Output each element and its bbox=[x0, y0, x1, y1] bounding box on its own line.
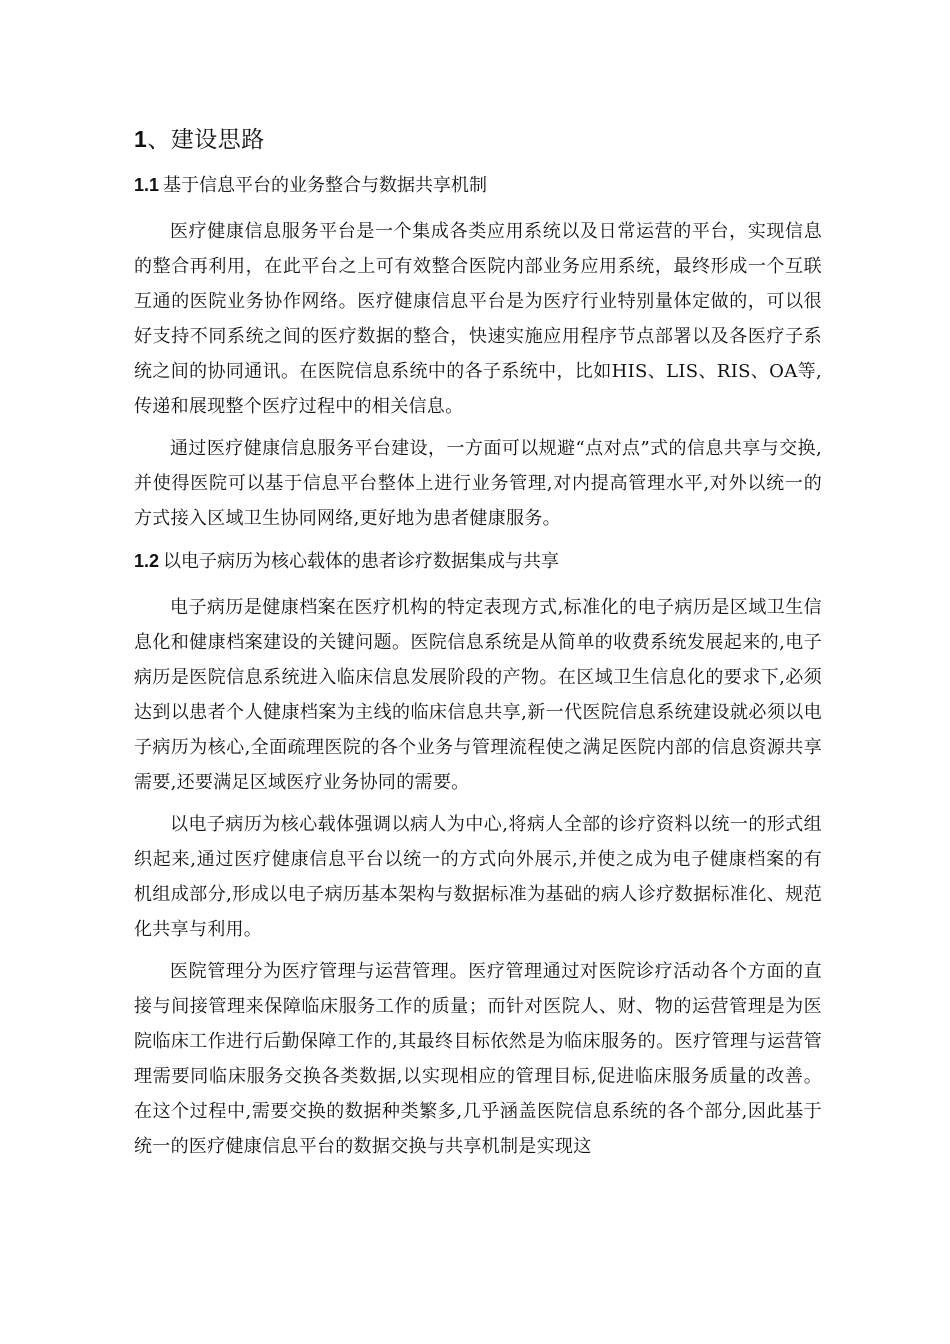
section-number: 1 bbox=[134, 126, 148, 152]
subsection-title: 以电子病历为核心载体的患者诊疗数据集成与共享 bbox=[163, 551, 560, 571]
paragraph: 以电子病历为核心载体强调以病人为中心,将病人全部的诊疗资料以统一的形式组织起来,通过医疗健康信息平台以统一的方式向外展示,并使之成为电子健康档案的有机组成部分,形成以电子病历基本架构与数据标准为基础的病人诊疗数据标准化、规范化共享与利用。 bbox=[134, 814, 822, 940]
subsection-title: 基于信息平台的业务整合与数据共享机制 bbox=[163, 175, 488, 195]
subsection-heading-1-1 bbox=[134, 170, 822, 200]
paragraph: 电子病历是健康档案在医疗机构的特定表现方式,标准化的电子病历是区域卫生信息化和健康档案建设的关键问题。医院信息系统是从简单的收费系统发展起来的,电子病历是医院信息系统进入临床信息发展阶段的产物。在区域卫生信息化的要求下,必须达到以患者个人健康档案为主线的临床信息共享,新一代医院信息系统建设就必须以电子病历为核心,全面疏理医院的各个业务与管理流程使之满足医院内部的信息资源共享需要,还要满足区域医疗业务协同的需要。 bbox=[134, 597, 822, 793]
paragraph: 通过医疗健康信息服务平台建设，一方面可以规避“点对点”式的信息共享与交换,并使得医院可以基于信息平台整体上进行业务管理,对内提高管理水平,对外以统一的方式接入区域卫生协同网络,更好地为患者健康服务。 bbox=[134, 438, 822, 529]
document-body bbox=[134, 120, 822, 1171]
subsection-number: 1.2 bbox=[134, 551, 160, 571]
paragraph: 医院管理分为医疗管理与运营管理。医疗管理通过对医院诊疗活动各个方面的直接与间接管理来保障临床服务工作的质量；而针对医院人、财、物的运营管理是为医院临床工作进行后勤保障工作的,其最终目标依然是为临床服务的。医疗管理与运营管理需要同临床服务交换各类数据,以实现相应的管理目标,促进临床服务质量的改善。在这个过程中,需要交换的数据种类繁多,几乎涵盖医院信息系统的各个部分,因此基于统一的医疗健康信息平台的数据交换与共享机制是实现这 bbox=[134, 961, 822, 1157]
section-title: 、建设思路 bbox=[147, 126, 265, 152]
section-heading bbox=[134, 120, 822, 158]
subsection-number: 1.1 bbox=[134, 175, 160, 195]
subsection-heading-1-2 bbox=[134, 546, 822, 576]
paragraph: 医疗健康信息服务平台是一个集成各类应用系统以及日常运营的平台，实现信息的整合再利用，在此平台之上可有效整合医院内部业务应用系统，最终形成一个互联互通的医院业务协作网络。医疗健康信息平台是为医疗行业特别量体定做的，可以很好支持不同系统之间的医疗数据的整合，快速实施应用程序节点部署以及各医疗子系统之间的协同通讯。在医院信息系统中的各子系统中，比如HIS、LIS、RIS、OA等,传递和展现整个医疗过程中的相关信息。 bbox=[134, 221, 822, 417]
